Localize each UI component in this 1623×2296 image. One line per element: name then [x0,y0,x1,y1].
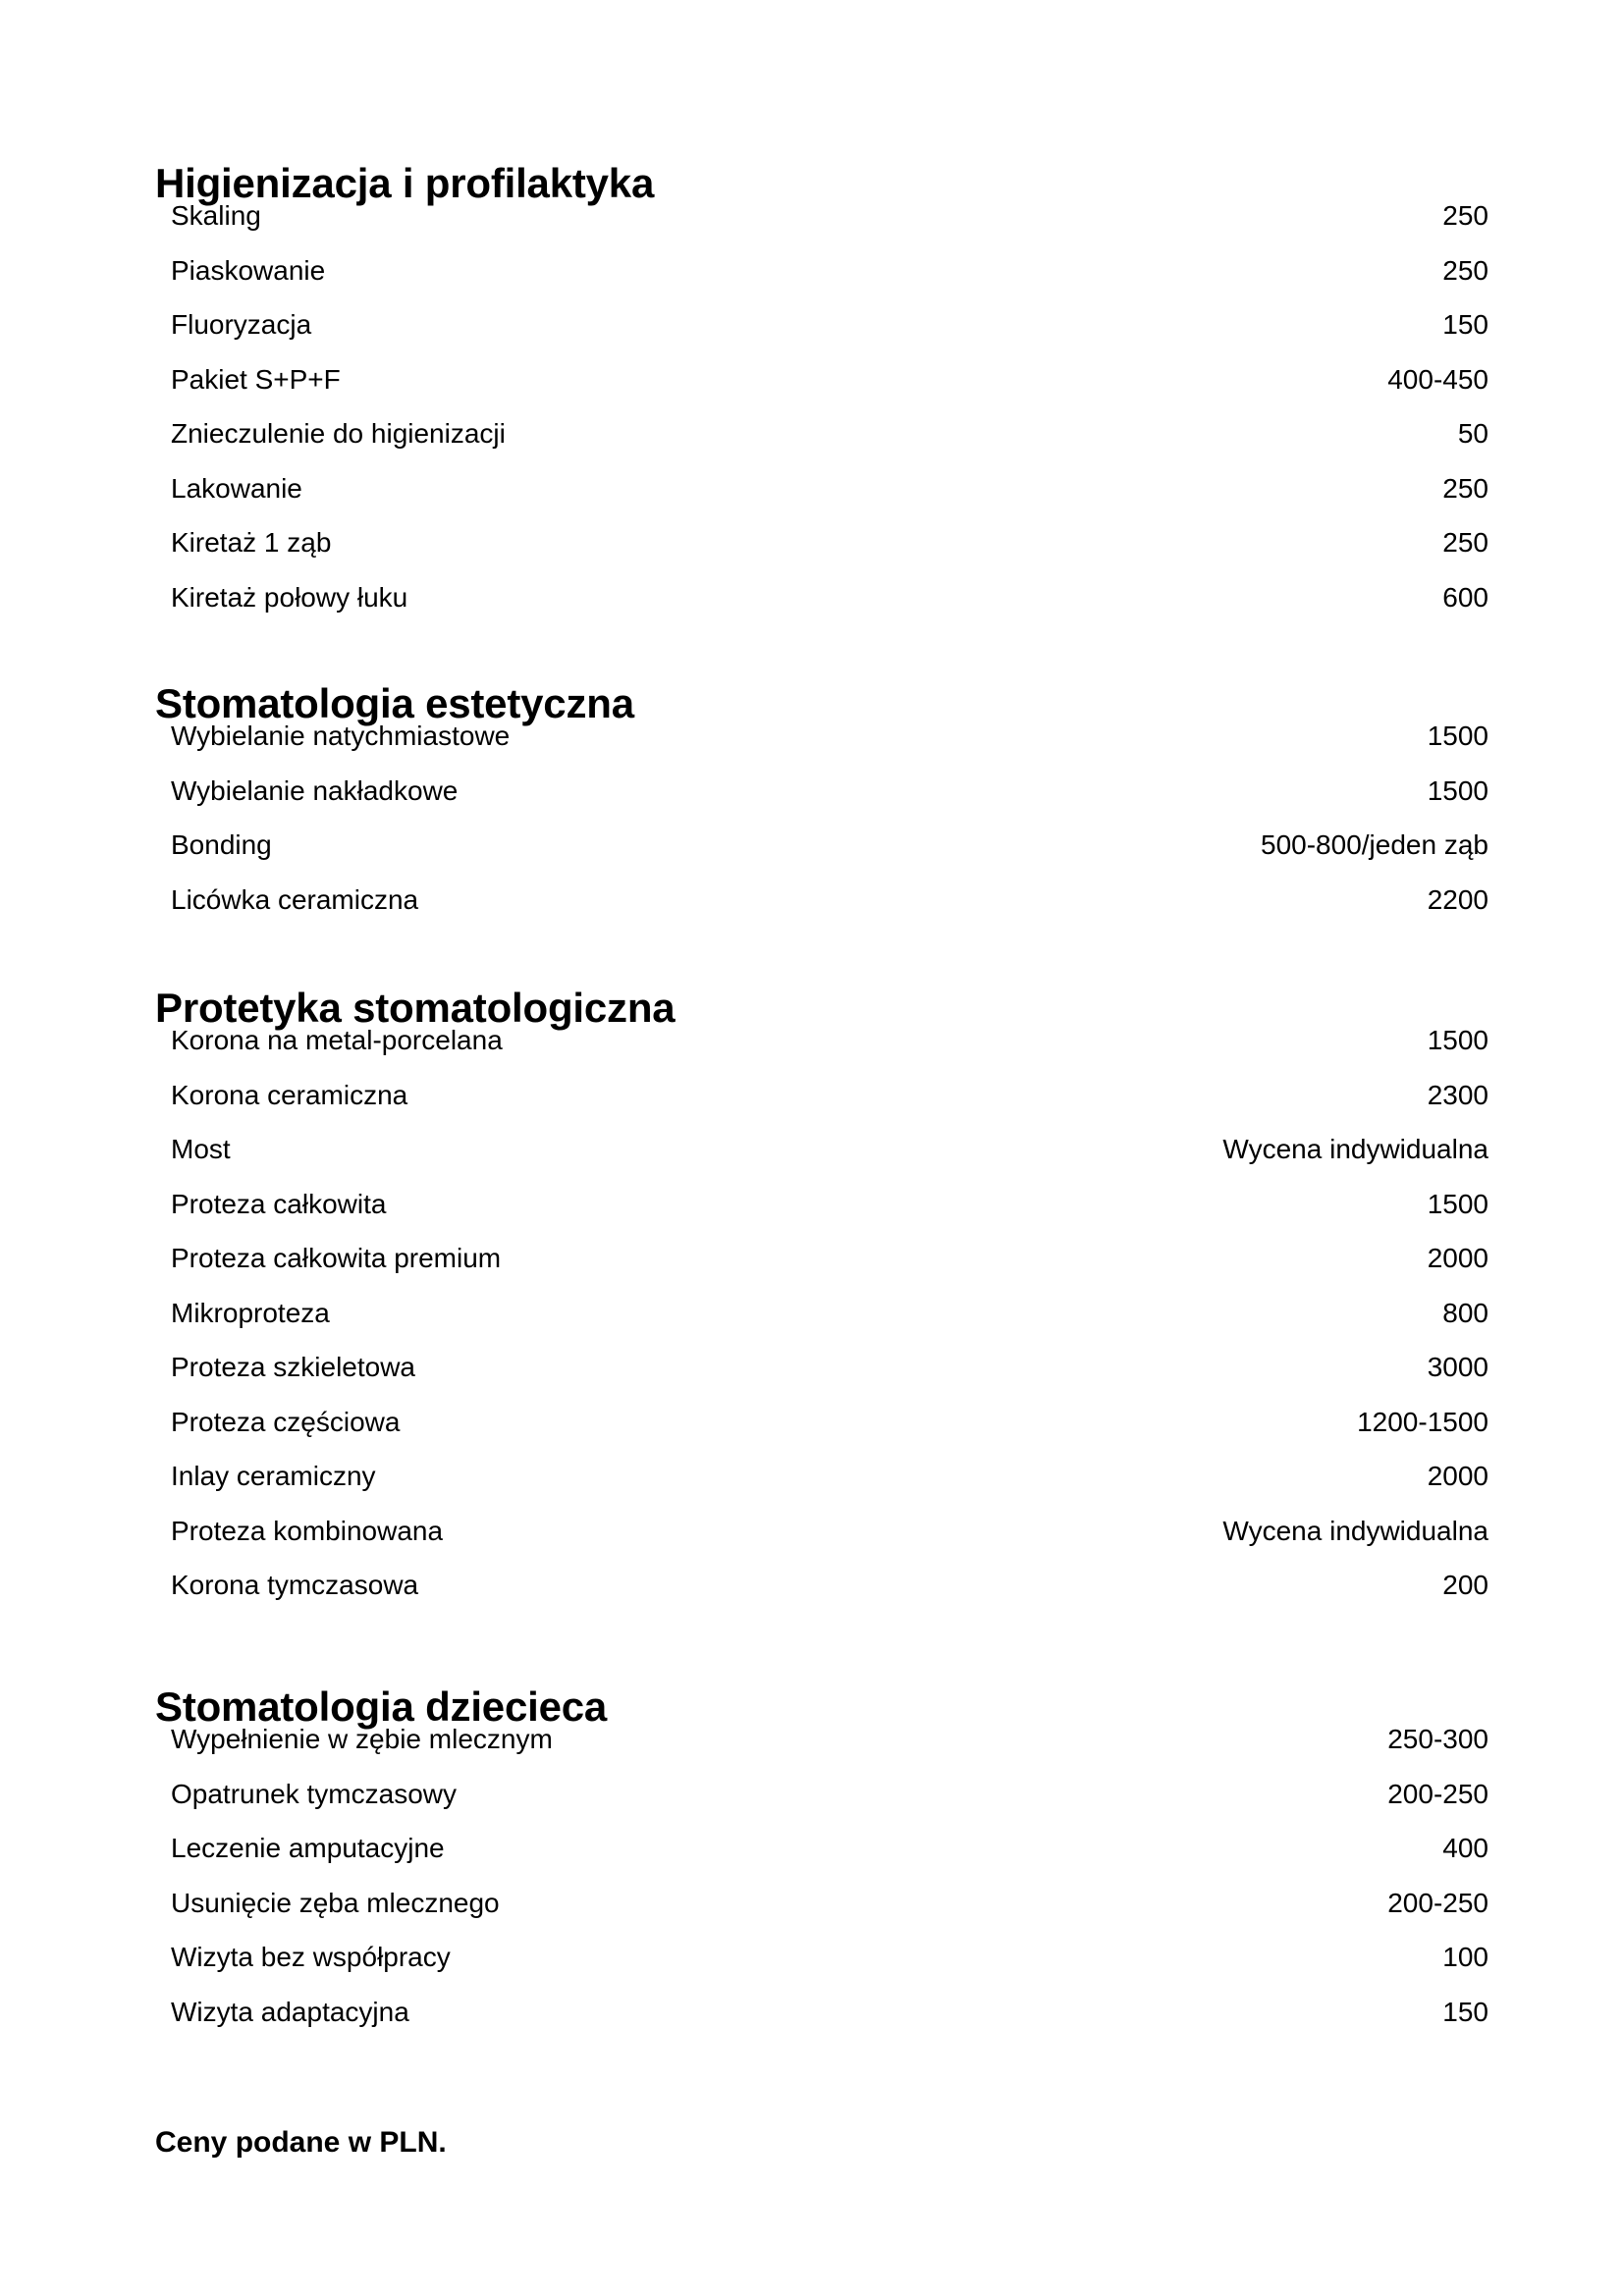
service-price: 800 [1442,1297,1488,1328]
service-price: 250 [1442,472,1488,504]
service-price: 150 [1442,309,1488,340]
service-name: Inlay ceramiczny [171,1461,376,1491]
price-row [155,526,1488,581]
price-row [155,199,1488,254]
service-name: Proteza całkowita premium [171,1243,502,1273]
service-name: Licówka ceramiczna [171,883,419,915]
service-name: Korona na metal-porcelana [171,1025,503,1055]
price-row [155,308,1488,363]
service-name: Znieczulenie do higienizacji [171,418,506,449]
service-name: Skaling [171,200,261,231]
service-name: Lakowanie [171,472,302,504]
service-price: 150 [1442,1996,1488,2027]
service-price: 200-250 [1387,1887,1488,1918]
service-price: 100 [1442,1942,1488,1972]
price-row [155,1133,1488,1188]
section-title: Protetyka stomatologiczna [155,985,676,1031]
price-row [155,1188,1488,1243]
service-price: 250 [1442,527,1488,558]
price-row [155,1351,1488,1406]
price-row [155,1887,1488,1942]
price-row [155,1723,1488,1778]
service-price: 200-250 [1387,1778,1488,1809]
section-estetyczna [155,680,1488,937]
price-row [155,254,1488,309]
price-row [155,1297,1488,1352]
section-dziecieca [155,1683,1488,2050]
service-name: Proteza całkowita [171,1188,387,1219]
section-title: Higienizacja i profilaktyka [155,160,655,206]
service-name: Kiretaż połowy łuku [171,581,408,613]
price-row [155,1832,1488,1887]
service-price: 400-450 [1387,363,1488,395]
price-row [155,1778,1488,1833]
service-name: Wypełnienie w zębie mlecznym [171,1724,553,1754]
service-name: Leczenie amputacyjne [171,1833,445,1863]
price-row [155,883,1488,938]
service-price: 500-800/jeden ząb [1261,829,1488,860]
service-price: 1200-1500 [1357,1406,1488,1437]
service-price: 50 [1457,418,1488,449]
service-price: 250-300 [1387,1724,1488,1754]
service-name: Most [171,1134,231,1164]
service-name: Proteza częściowa [171,1406,401,1437]
section-protetyka [155,985,1488,1624]
service-name: Wizyta bez współpracy [171,1942,451,1972]
service-price: 600 [1442,581,1488,613]
section-higienizacja [155,160,1488,635]
service-price: 400 [1442,1833,1488,1863]
service-name: Opatrunek tymczasowy [171,1778,457,1809]
service-name: Proteza kombinowana [171,1515,444,1546]
price-list [155,1024,1488,1624]
service-price: Wycena indywidualna [1222,1134,1488,1164]
service-price: 1500 [1427,1188,1488,1219]
service-name: Wybielanie natychmiastowe [171,721,511,751]
service-price: 2300 [1427,1079,1488,1110]
currency-note: Ceny podane w PLN. [155,2126,447,2159]
service-name: Mikroproteza [171,1297,330,1328]
price-row [155,1941,1488,1996]
price-row [155,1996,1488,2051]
price-row [155,417,1488,472]
price-row [155,1460,1488,1515]
service-price: 250 [1442,200,1488,231]
service-price: 2000 [1427,1461,1488,1491]
service-price: 2200 [1427,883,1488,915]
price-row [155,1079,1488,1134]
service-name: Kiretaż 1 ząb [171,527,332,558]
section-title: Stomatologia estetyczna [155,680,634,726]
price-row [155,1515,1488,1570]
price-row [155,472,1488,527]
service-name: Bonding [171,829,272,860]
service-price: 1500 [1427,774,1488,806]
service-price: 1500 [1427,721,1488,751]
service-name: Korona tymczasowa [171,1570,419,1600]
service-name: Proteza szkieletowa [171,1352,416,1382]
service-name: Usunięcie zęba mlecznego [171,1887,500,1918]
price-row [155,581,1488,636]
price-row [155,774,1488,829]
price-row [155,1024,1488,1079]
service-price: 2000 [1427,1243,1488,1273]
service-price: Wycena indywidualna [1222,1515,1488,1546]
price-row [155,720,1488,774]
section-title: Stomatologia dziecieca [155,1683,608,1730]
service-name: Fluoryzacja [171,309,312,340]
service-price: 1500 [1427,1025,1488,1055]
price-list [155,1723,1488,2050]
service-name: Pakiet S+P+F [171,363,341,395]
price-row [155,1406,1488,1461]
price-row [155,1242,1488,1297]
price-list [155,199,1488,635]
service-name: Wybielanie nakładkowe [171,774,459,806]
service-name: Piaskowanie [171,254,326,286]
service-name: Korona ceramiczna [171,1079,408,1110]
service-price: 250 [1442,254,1488,286]
service-price: 3000 [1427,1352,1488,1382]
price-list [155,720,1488,937]
service-name: Wizyta adaptacyjna [171,1996,409,2027]
price-row [155,828,1488,883]
service-price: 200 [1442,1570,1488,1600]
price-row [155,1569,1488,1624]
price-row [155,363,1488,418]
